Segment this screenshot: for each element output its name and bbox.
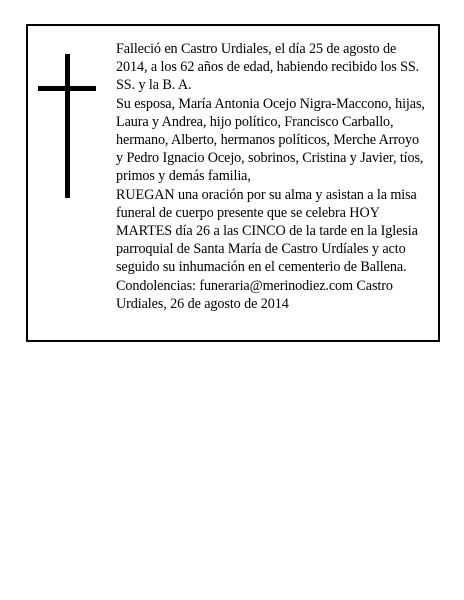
cross-icon xyxy=(38,54,96,198)
cross-horizontal-bar xyxy=(38,86,96,91)
condolences: Condolencias: funeraria@merinodiez.com Castro Urdiales, 26 de agosto de 2014 xyxy=(116,277,393,312)
cross-vertical-bar xyxy=(65,54,70,198)
funeral-request: RUEGAN una oración por su alma y asistan a la misa funeral de cuerpo presente que se celebra HOY MARTES día 26 a las CINCO de la tarde en la Iglesia parroquial de Santa María de Castro Urdíales y acto seguido su inhumación en el cementerio de Ballena. xyxy=(116,186,418,276)
death-announcement: Falleció en Castro Urdiales, el día 25 de agosto de 2014, a los 62 años de edad, habiendo recibido los SS. SS. y la B. A. xyxy=(116,41,420,94)
notice-text xyxy=(116,40,428,313)
obituary-notice xyxy=(26,24,440,342)
family-list: Su esposa, María Antonia Ocejo Nigra-Maccono, hijas, Laura y Andrea, hijo político, Francisco Carballo, hermano, Alberto, hermanos políticos, Merche Arroyo y Pedro Ignacio Ocejo, sobrinos, Cristina y Javier, tíos, primos y demás familia, xyxy=(116,95,425,185)
